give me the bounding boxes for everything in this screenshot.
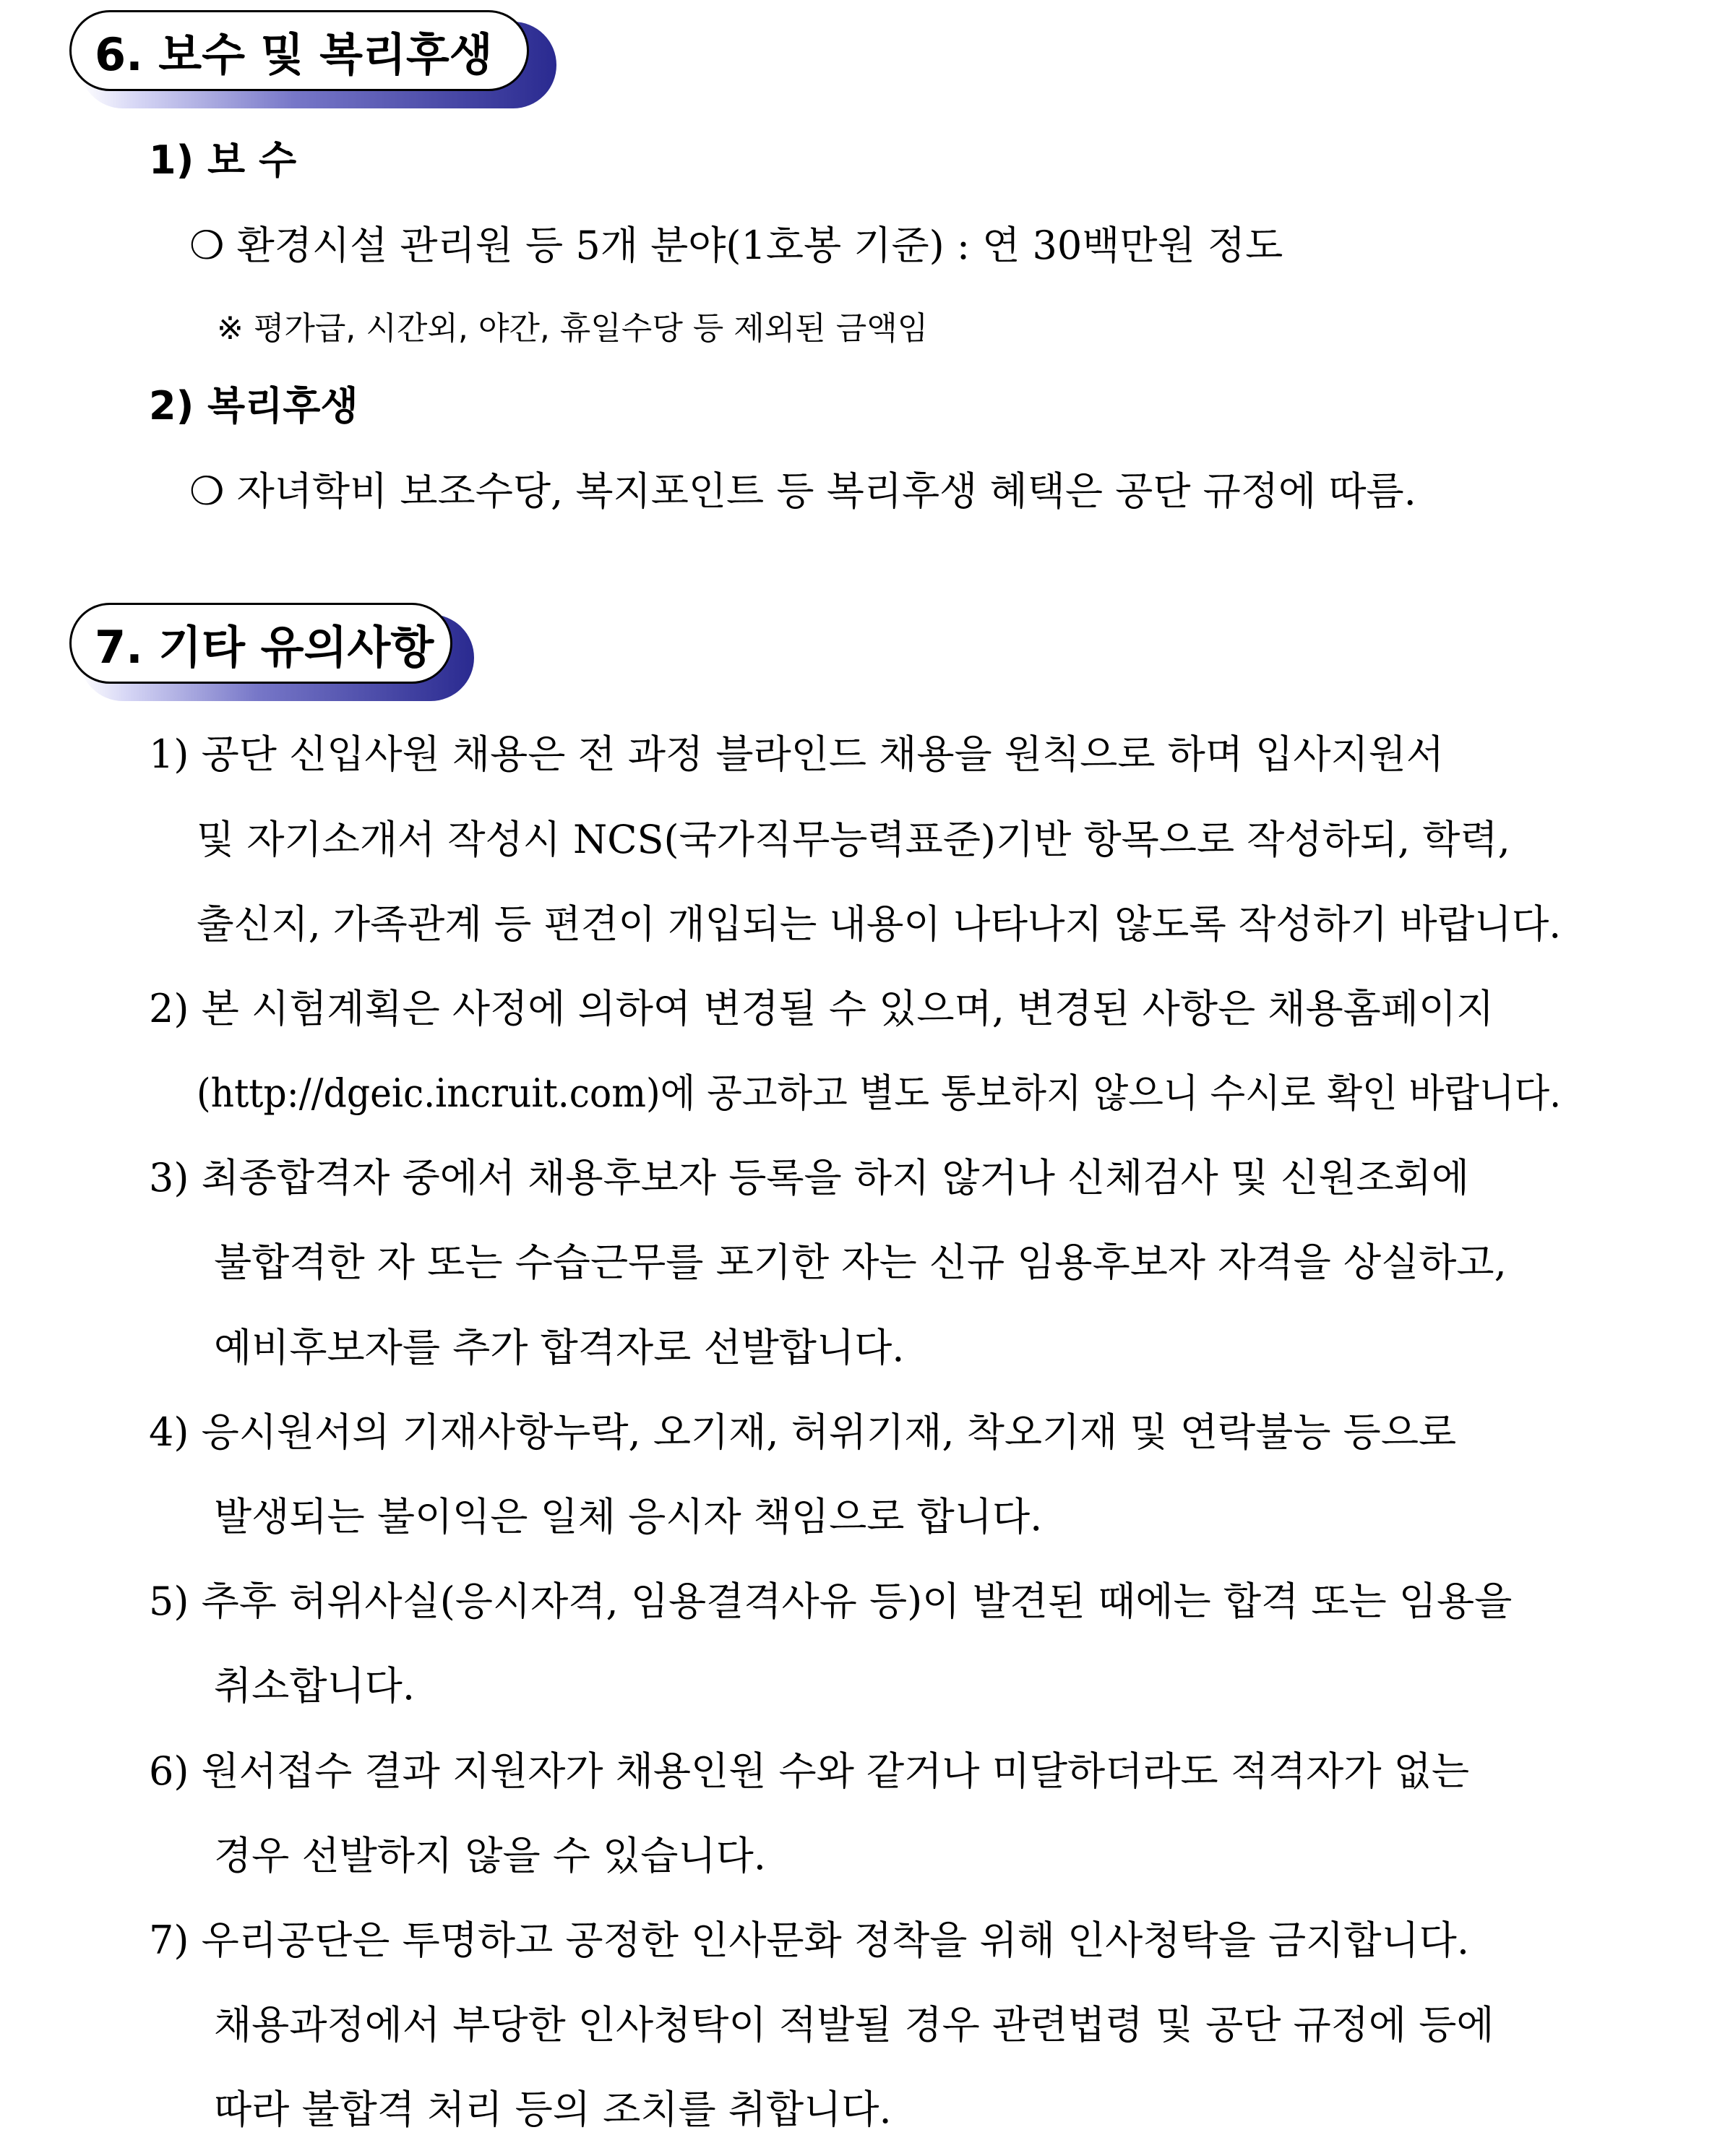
sub1-note: ※ 평가급, 시간외, 야간, 휴일수당 등 제외된 금액임 [217, 310, 929, 347]
sub1-bullet: ❍ 환경시설 관리원 등 5개 분야(1호봉 기준) : 연 30백만원 정도 [189, 223, 1283, 268]
notice-item-5-line-1: 5) 추후 허위사실(응시자격, 임용결격사유 등)이 발견된 때에는 합격 또는 임용을 [149, 1579, 1513, 1624]
notice-item-4-line-2: 발생되는 불이익은 일체 응시자 책임으로 합니다. [214, 1494, 1043, 1539]
sub2-title: 2) 복리후생 [149, 383, 358, 429]
notice-item-4-line-1: 4) 응시원서의 기재사항누락, 오기재, 허위기재, 착오기재 및 연락불능 등으로 [149, 1409, 1457, 1455]
sub1-title: 1) 보 수 [149, 137, 297, 183]
notice-item-2-line-1: 2) 본 시험계획은 사정에 의하여 변경될 수 있으며, 변경된 사항은 채용홈페이지 [149, 986, 1494, 1031]
notice-item-5-line-2: 취소합니다. [214, 1663, 415, 1709]
sub2-bullet: ❍ 자녀학비 보조수당, 복지포인트 등 복리후생 혜택은 공단 규정에 따름. [189, 468, 1416, 514]
notice-item-3-line-2: 불합격한 자 또는 수습근무를 포기한 자는 신규 임용후보자 자격을 상실하고, [214, 1240, 1507, 1285]
notice-item-1-line-2: 및 자기소개서 작성시 NCS(국가직무능력표준)기반 항목으로 작성하되, 학력, [197, 817, 1510, 862]
notice-item-6-line-1: 6) 원서접수 결과 지원자가 채용인원 수와 같거나 미달하더라도 적격자가 없는 [149, 1748, 1469, 1794]
notice-item-7-line-2: 채용과정에서 부당한 인사청탁이 적발될 경우 관련법령 및 공단 규정에 등에 [214, 2002, 1494, 2048]
section-7-title: 7. 기타 유의사항 [69, 603, 452, 684]
notice-item-2-line-2: (http://dgeic.incruit.com)에 공고하고 별도 통보하지 않으니 수시로 확인 바랍니다. [197, 1070, 1562, 1116]
notice-item-1-line-1: 1) 공단 신입사원 채용은 전 과정 블라인드 채용을 원칙으로 하며 입사지원서 [149, 731, 1444, 777]
notice-item-7-line-1: 7) 우리공단은 투명하고 공정한 인사문화 정착을 위해 인사청탁을 금지합니다. [149, 1917, 1469, 1963]
section-6-title: 6. 보수 및 복리후생 [69, 10, 529, 91]
notice-item-3-line-1: 3) 최종합격자 중에서 채용후보자 등록을 하지 않거나 신체검사 및 신원조회에 [149, 1155, 1469, 1201]
notice-item-6-line-2: 경우 선발하지 않을 수 있습니다. [214, 1833, 766, 1878]
notice-item-7-line-3: 따라 불합격 처리 등의 조치를 취합니다. [214, 2087, 892, 2132]
notice-item-1-line-3: 출신지, 가족관계 등 편견이 개입되는 내용이 나타나지 않도록 작성하기 바랍니다. [197, 901, 1562, 947]
notice-item-3-line-3: 예비후보자를 추가 합격자로 선발합니다. [214, 1325, 905, 1370]
